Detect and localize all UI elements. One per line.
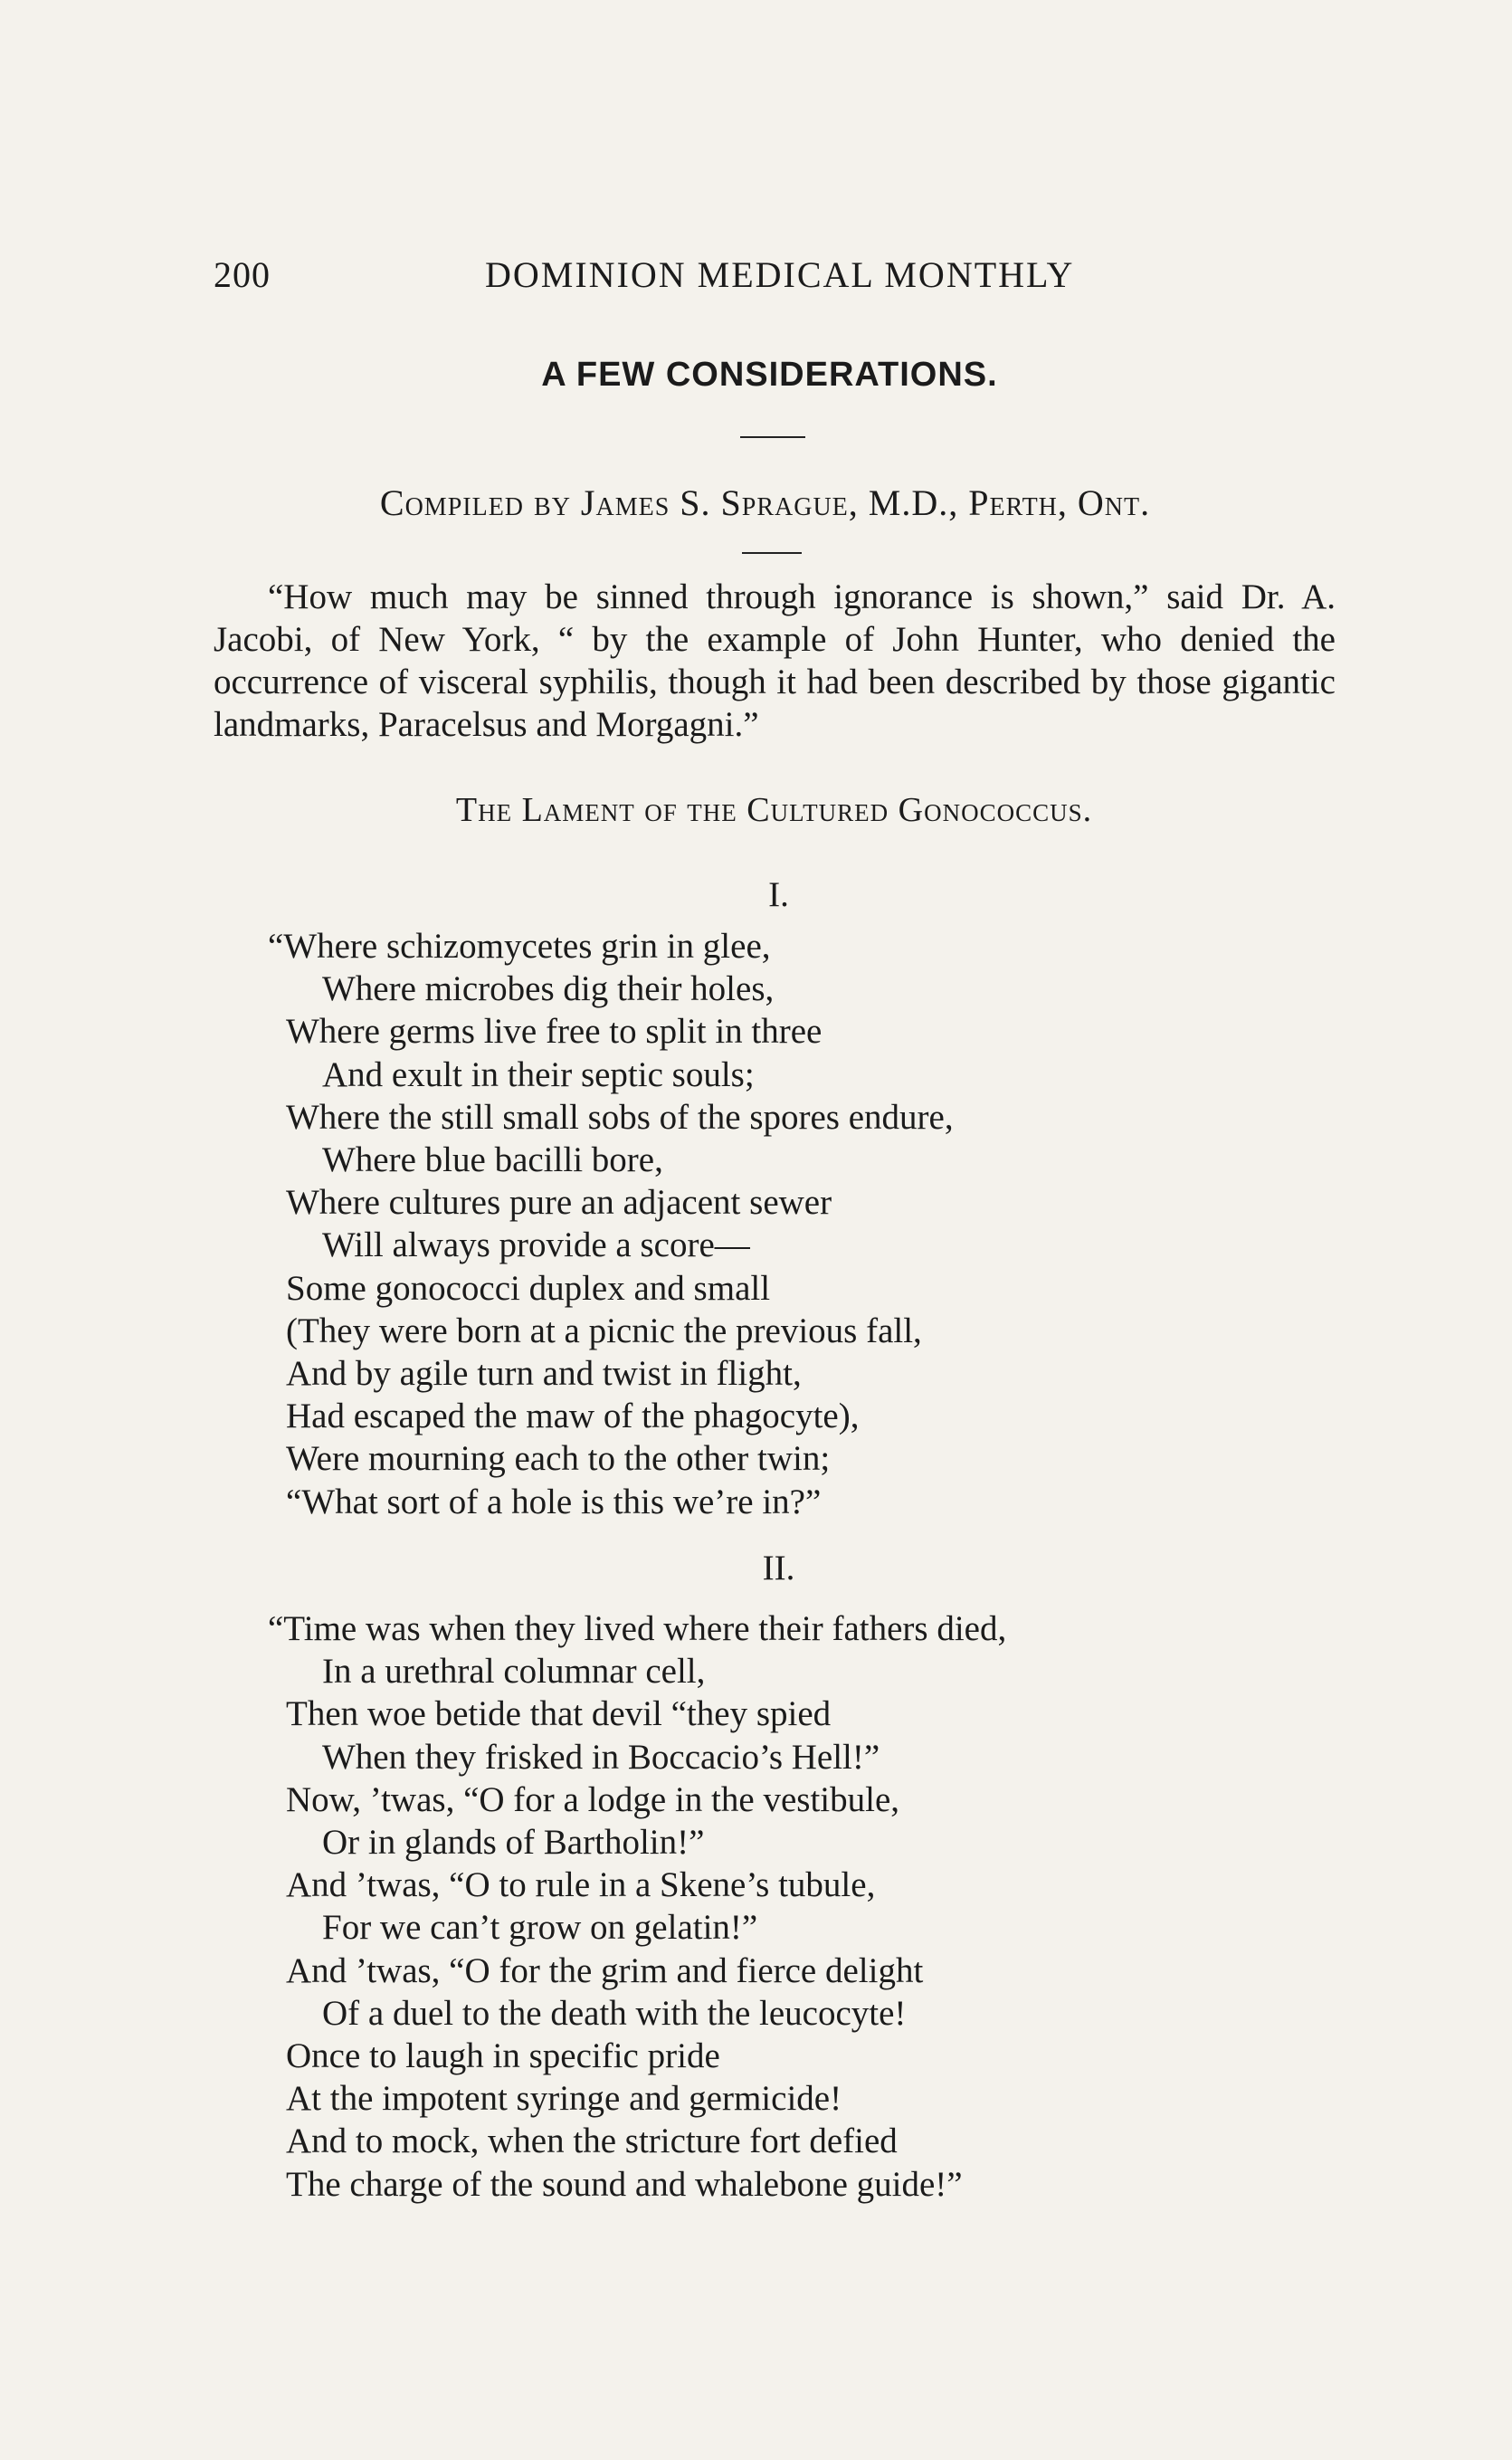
- poem-line: When they frisked in Boccacio’s Hell!”: [322, 1737, 880, 1777]
- poem-line: “What sort of a hole is this we’re in?”: [286, 1482, 822, 1521]
- stanza-two: [268, 1607, 1007, 2206]
- poem-line: The charge of the sound and whalebone guide!”: [286, 2164, 963, 2204]
- poem-line: Some gonococci duplex and small: [286, 1268, 771, 1308]
- poem-line: Where cultures pure an adjacent sewer: [286, 1183, 832, 1223]
- poem-line: And by agile turn and twist in flight,: [286, 1354, 802, 1394]
- stanza-numeral: II.: [762, 1549, 795, 1588]
- stanza-one: [268, 925, 954, 1523]
- poem-title: The Lament of the Cultured Gonococcus.: [455, 791, 1093, 829]
- byline-divider: [742, 552, 802, 554]
- poem-line: Where germs live free to split in three: [286, 1012, 823, 1052]
- stanza-numeral: I.: [768, 875, 789, 914]
- poem-line: Were mourning each to the other twin;: [286, 1439, 831, 1479]
- poem-line: For we can’t grow on gelatin!”: [322, 1908, 758, 1948]
- article-title: A FEW CONSIDERATIONS.: [541, 356, 998, 394]
- poem-line: “Time was when they lived where their fathers died,: [268, 1609, 1007, 1648]
- poem-line: In a urethral columnar cell,: [322, 1652, 706, 1692]
- poem-line: Where microbes dig their holes,: [322, 969, 775, 1009]
- title-divider: [740, 436, 805, 438]
- poem-line: Will always provide a score—: [322, 1225, 750, 1265]
- poem-line: Once to laugh in specific pride: [286, 2036, 720, 2076]
- poem-line: And ’twas, “O to rule in a Skene’s tubule,: [286, 1865, 876, 1905]
- poem-line: Where blue bacilli bore,: [322, 1140, 663, 1180]
- article-byline: Compiled by James S. Sprague, M.D., Perth, Ont.: [379, 482, 1151, 523]
- poem-line: At the impotent syringe and germicide!: [286, 2079, 842, 2119]
- poem-line: And to mock, when the stricture fort defied: [286, 2122, 898, 2161]
- poem-line: Then woe betide that devil “they spied: [286, 1694, 832, 1734]
- poem-line: Or in glands of Bartholin!”: [322, 1823, 705, 1863]
- page-number: 200: [214, 254, 271, 295]
- poem-line: Where the still small sobs of the spores endure,: [286, 1097, 954, 1137]
- intro-paragraph: “How much may be sinned through ignorance is shown,” said Dr. A. Jacobi, of New York, “ by the example of John Hunter, who denied the occurrence of visceral syphilis, though it had been described by those gigantic landmarks, Paracelsus and Morgagni.”: [214, 577, 1336, 744]
- poem-line: Of a duel to the death with the leucocyte!: [322, 1993, 907, 2033]
- poem-line: (They were born at a picnic the previous fall,: [286, 1311, 922, 1350]
- poem-line: “Where schizomycetes grin in glee,: [268, 927, 771, 966]
- poem-line: Now, ’twas, “O for a lodge in the vestibule,: [286, 1779, 900, 1819]
- running-header: [214, 253, 1209, 297]
- poem-line: Had escaped the maw of the phagocyte),: [286, 1397, 860, 1436]
- journal-title: DOMINION MEDICAL MONTHLY: [485, 254, 1075, 295]
- poem-line: And exult in their septic souls;: [322, 1054, 755, 1094]
- poem-line: And ’twas, “O for the grim and fierce delight: [286, 1950, 924, 1990]
